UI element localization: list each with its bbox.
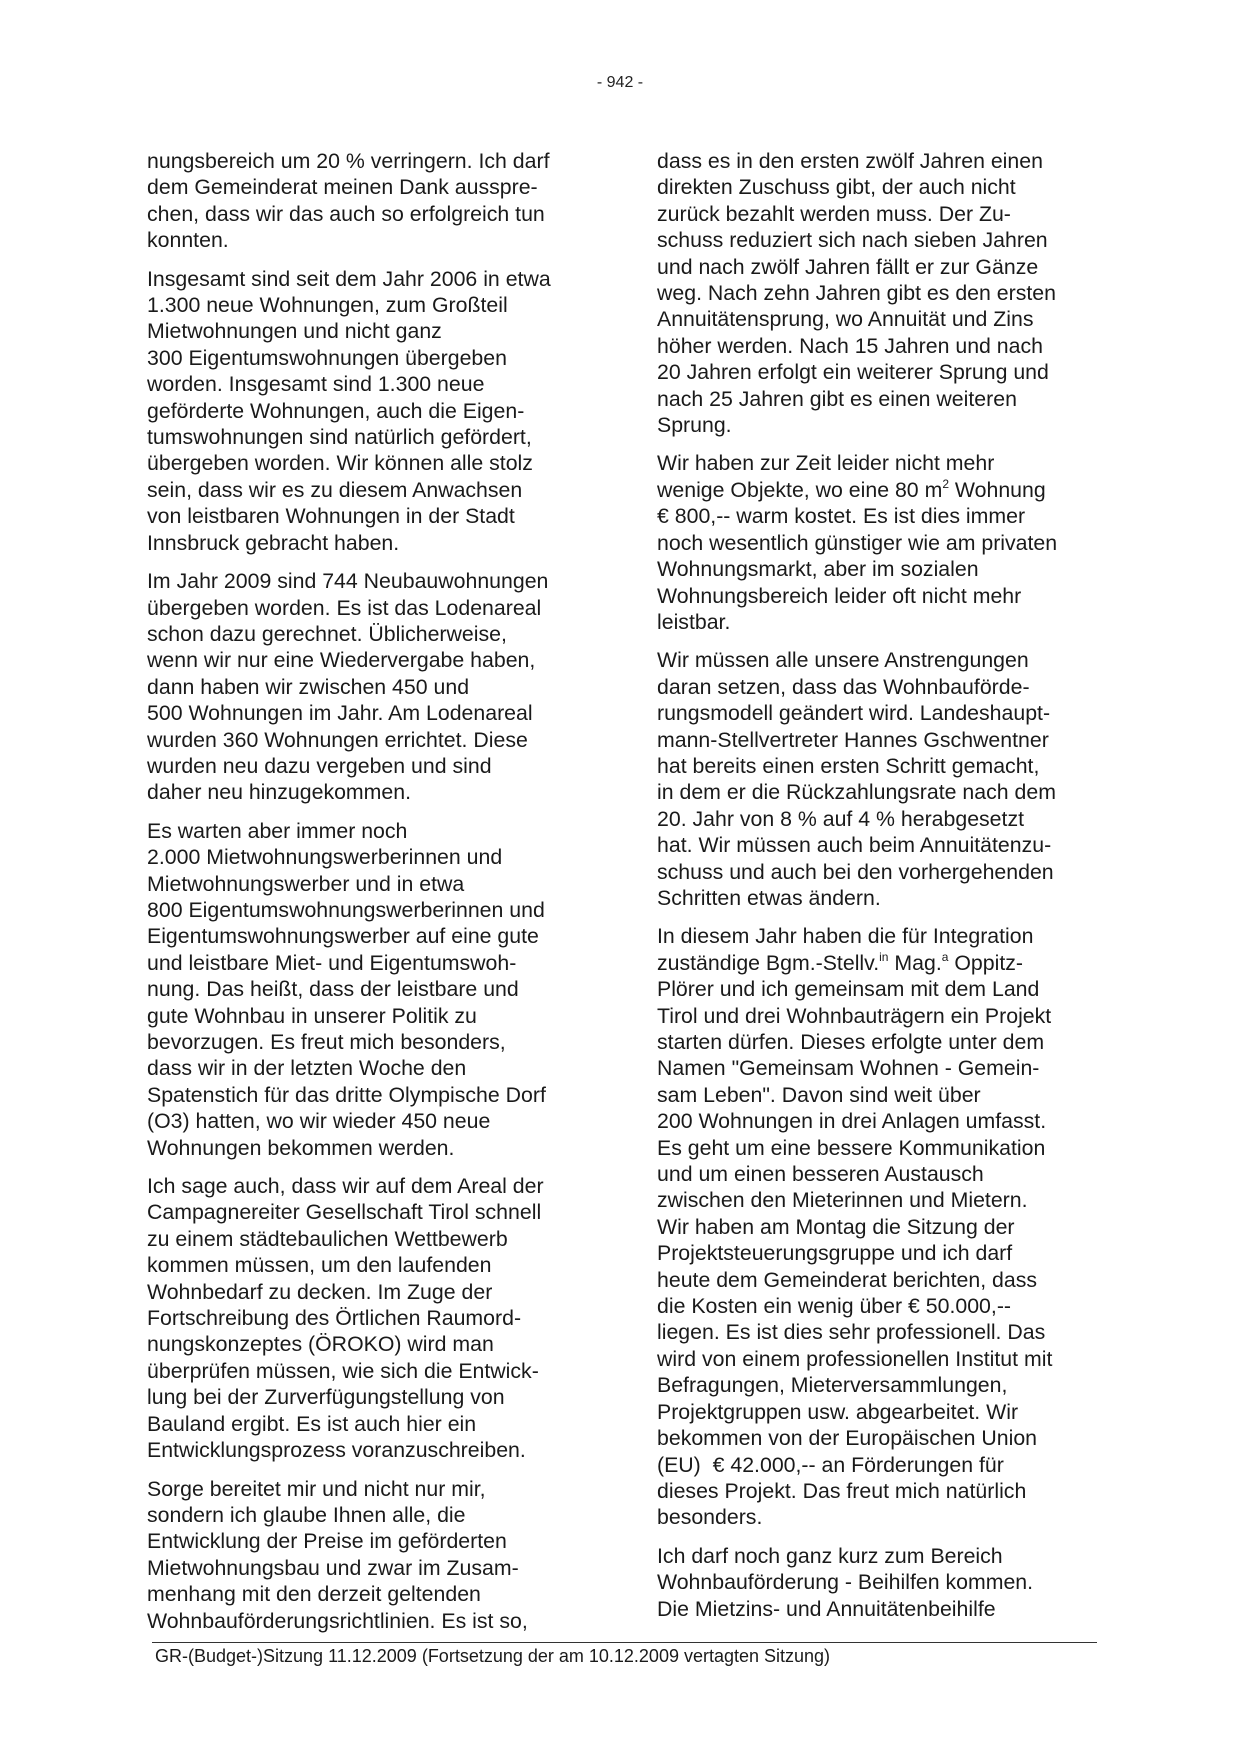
paragraph [657,923,1101,1530]
text-line: tumswohnungen sind natürlich gefördert, [147,425,532,450]
text-line: sam Leben". Davon sind weit über [657,1082,981,1107]
text-line: (O3) hatten, wo wir wieder 450 neue [147,1109,491,1134]
text-line: sein, dass wir es zu diesem Anwachsen [147,477,523,502]
text-line: Es warten aber immer noch [147,818,408,843]
text-line: Wohnbedarf zu decken. Im Zuge der [147,1279,493,1304]
text-line: Wohnungsbereich leider oft nicht mehr [657,583,1022,608]
text-line: rungsmodell geändert wird. Landeshaupt- [657,701,1051,726]
text-line [657,950,1101,976]
paragraph [147,148,587,254]
text-line: in dem er die Rückzahlungsrate nach dem [657,780,1056,805]
text-line: Entwicklungsprozess voranzuschreiben. [147,1438,526,1463]
text-line: Namen "Gemeinsam Wohnen - Gemein- [657,1056,1040,1081]
text-line: besonders. [657,1505,763,1530]
text-line: gute Wohnbau in unserer Politik zu [147,1003,477,1028]
text-line: wurden neu dazu vergeben und sind [147,753,492,778]
paragraph [147,568,587,806]
text-line: Eigentumswohnungswerber auf eine gute [147,924,539,949]
text-line: 200 Wohnungen in drei Anlagen umfasst. [657,1109,1047,1134]
text-line: schuss reduziert sich nach sieben Jahren [657,228,1048,253]
text-line: Mietwohnungsbau und zwar im Zusam- [147,1555,519,1580]
text-segment: wenige Objekte, wo eine 80 m [657,477,943,502]
text-line: überprüfen müssen, wie sich die Entwick- [147,1358,539,1383]
text-line: Im Jahr 2009 sind 744 Neubauwohnungen [147,569,549,594]
text-line: Insgesamt sind seit dem Jahr 2006 in etwa [147,266,551,291]
text-line: Wohnbauförderungsrichtlinien. Es ist so, [147,1608,528,1633]
text-line: von leistbaren Wohnungen in der Stadt [147,504,515,529]
text-line: dass wir in der letzten Woche den [147,1056,467,1081]
text-line: Ich darf noch ganz kurz zum Bereich [657,1543,1003,1568]
text-line: konnten. [147,228,229,253]
text-line: Mietwohnungswerber und in etwa [147,871,465,896]
text-line: nungsbereich um 20 % verringern. Ich darf [147,149,550,173]
text-line: sondern ich glaube Ihnen alle, die [147,1502,466,1527]
text-line: wird von einem professionellen Institut mit [657,1346,1053,1371]
text-line: noch wesentlich günstiger wie am privaten [657,530,1058,555]
text-line: starten dürfen. Dieses erfolgte unter dem [657,1030,1045,1054]
text-line: geförderte Wohnungen, auch die Eigen- [147,398,525,423]
text-segment: Oppitz- [948,950,1023,975]
text-line: bekommen von der Europäischen Union [657,1426,1038,1451]
paragraph [657,647,1101,911]
text-line: zu einem städtebaulichen Wettbewerb [147,1226,508,1251]
text-line: wenn wir nur eine Wiedervergabe haben, [147,648,536,673]
text-line: zwischen den Mieterinnen und Mietern. [657,1188,1028,1213]
text-line: menhang mit den derzeit geltenden [147,1582,481,1607]
text-line: Wohnungen bekommen werden. [147,1135,455,1160]
superscript: in [879,949,889,964]
text-line: Sorge bereitet mir und nicht nur mir, [147,1476,486,1501]
paragraph [657,450,1101,635]
text-line: Wohnungsmarkt, aber im sozialen [657,557,979,582]
text-line: Fortschreibung des Örtlichen Raumord- [147,1306,522,1331]
text-line: Entwicklung der Preise im geförderten [147,1529,507,1554]
text-line: bevorzugen. Es freut mich besonders, [147,1030,506,1054]
text-line: Projektgruppen usw. abgearbeitet. Wir [657,1399,1019,1424]
text-line: chen, dass wir das auch so erfolgreich tun [147,201,545,226]
text-line: Tirol und drei Wohnbauträgern ein Projekt [657,1003,1052,1028]
text-line: Befragungen, Mieterversammlungen, [657,1373,1008,1398]
text-line: dann haben wir zwischen 450 und [147,674,470,699]
text-line [657,477,1101,503]
text-line: übergeben worden. Es ist das Lodenareal [147,595,542,620]
paragraph [147,818,587,1161]
text-line: liegen. Es ist dies sehr professionell. Das [657,1320,1046,1345]
text-line: direkten Zuschuss gibt, der auch nicht [657,175,1016,200]
footer-text: GR-(Budget-)Sitzung 11.12.2009 (Fortsetzung der am 10.12.2009 vertagten Sitzung) [155,1646,831,1666]
text-line: 1.300 neue Wohnungen, zum Großteil [147,293,508,318]
text-segment: Mag. [888,950,942,975]
text-line: höher werden. Nach 15 Jahren und nach [657,333,1043,358]
text-line: Die Mietzins- und Annuitätenbeihilfe [657,1596,996,1621]
text-line: In diesem Jahr haben die für Integration [657,924,1034,949]
text-line: Mietwohnungen und nicht ganz [147,319,442,344]
text-line: Spatenstich für das dritte Olympische Dorf [147,1082,546,1107]
text-line: 20 Jahren erfolgt ein weiterer Sprung und [657,360,1049,385]
text-line: Wohnbauförderung - Beihilfen kommen. [657,1570,1034,1595]
text-line: nach 25 Jahren gibt es einen weiteren [657,386,1017,411]
text-line: weg. Nach zehn Jahren gibt es den ersten [657,281,1056,306]
text-line: und leistbare Miet- und Eigentumswoh- [147,950,517,975]
text-segment: Wohnung [949,477,1046,502]
text-line: nung. Das heißt, dass der leistbare und [147,977,519,1002]
paragraph [147,1173,587,1463]
text-line: Innsbruck gebracht haben. [147,530,400,555]
text-line: Projektsteuerungsgruppe und ich darf [657,1241,1013,1266]
text-line: lung bei der Zurverfügungstellung von [147,1385,505,1410]
text-line: leistbar. [657,609,731,634]
text-line: dieses Projekt. Das freut mich natürlich [657,1478,1027,1503]
text-line: Ich sage auch, dass wir auf dem Areal der [147,1174,544,1199]
paragraph [147,266,587,556]
text-line: und um einen besseren Austausch [657,1162,984,1187]
text-line: Wir müssen alle unsere Anstrengungen [657,648,1029,673]
text-line: übergeben worden. Wir können alle stolz [147,451,533,476]
text-line: Annuitätensprung, wo Annuität und Zins [657,307,1034,332]
superscript: 2 [942,476,949,491]
text-line: 20. Jahr von 8 % auf 4 % herabgesetzt [657,806,1025,831]
text-line: 800 Eigentumswohnungswerberinnen und [147,897,545,922]
text-line: nungskonzeptes (ÖROKO) wird man [147,1332,494,1357]
text-line: dass es in den ersten zwölf Jahren einen [657,149,1043,173]
text-line: hat bereits einen ersten Schritt gemacht, [657,753,1040,778]
text-line: kommen müssen, um den laufenden [147,1253,492,1278]
text-line: daher neu hinzugekommen. [147,780,412,805]
text-line: daran setzen, dass das Wohnbauförde- [657,674,1030,699]
text-line: Schritten etwas ändern. [657,885,881,910]
text-line: Sprung. [657,413,732,438]
superscript: a [941,949,949,964]
right-column [657,148,1101,1634]
text-line: heute dem Gemeinderat berichten, dass [657,1267,1038,1292]
footer-divider [152,1642,1097,1643]
paragraph [147,1476,587,1634]
text-line: und nach zwölf Jahren fällt er zur Gänze [657,254,1039,279]
text-line: Bauland ergibt. Es ist auch hier ein [147,1411,477,1436]
text-line: Plörer und ich gemeinsam mit dem Land [657,977,1040,1002]
text-line: hat. Wir müssen auch beim Annuitätenzu- [657,833,1052,858]
text-segment: zuständige Bgm.-Stellv. [657,950,880,975]
text-line: (EU) € 42.000,-- an Förderungen für [657,1452,1004,1477]
text-line: Wir haben am Montag die Sitzung der [657,1214,1015,1239]
text-line: wurden 360 Wohnungen errichtet. Diese [147,727,528,752]
page-number: - 942 - [596,74,644,91]
left-column [147,148,587,1646]
text-line: € 800,-- warm kostet. Es ist dies immer [657,504,1026,529]
text-line: worden. Insgesamt sind 1.300 neue [147,372,485,397]
paragraph [657,148,1101,438]
text-line: 500 Wohnungen im Jahr. Am Lodenareal [147,701,533,726]
text-line: die Kosten ein wenig über € 50.000,-- [657,1294,1011,1319]
text-line: dem Gemeinderat meinen Dank ausspre- [147,175,538,200]
text-line: Campagnereiter Gesellschaft Tirol schnell [147,1200,542,1225]
text-line: Es geht um eine bessere Kommunikation [657,1135,1046,1160]
text-line: zurück bezahlt werden muss. Der Zu- [657,201,1011,226]
paragraph [657,1543,1101,1622]
text-line: schon dazu gerechnet. Üblicherweise, [147,621,507,646]
text-line: mann-Stellvertreter Hannes Gschwentner [657,727,1049,752]
text-line: schuss und auch bei den vorhergehenden [657,859,1054,884]
text-line: 300 Eigentumswohnungen übergeben [147,345,507,370]
text-line: 2.000 Mietwohnungswerberinnen und [147,845,503,870]
text-line: Wir haben zur Zeit leider nicht mehr [657,451,995,476]
